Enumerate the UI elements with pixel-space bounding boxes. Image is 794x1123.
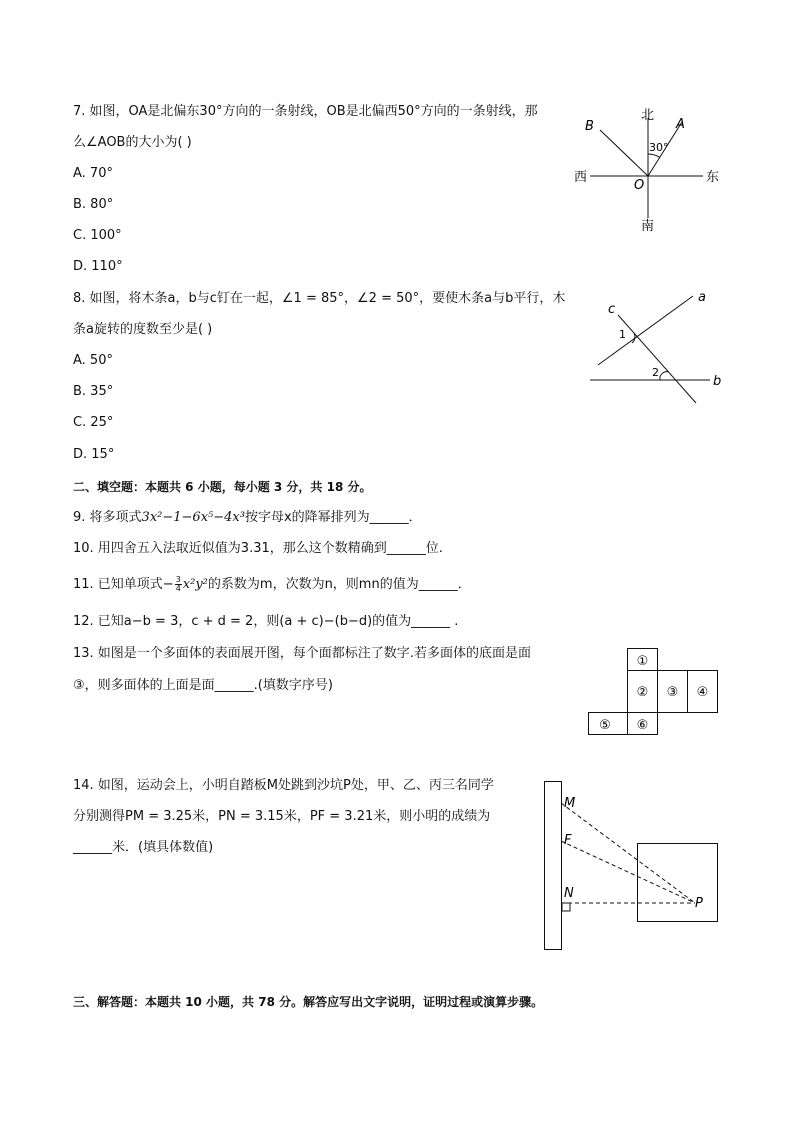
q8-option-b: B. 35° [73, 384, 114, 399]
q7-option-d: D. 110° [73, 259, 123, 274]
angle-1-label: 1 [619, 328, 626, 341]
north-label: 北 [641, 108, 655, 123]
line-c-label: c [608, 302, 616, 317]
section3-heading: 三、解答题：本题共 10 小题，共 78 分。解答应写出文字说明，证明过程或演算步骤。 [73, 995, 544, 1009]
south-label: 南 [641, 219, 655, 234]
q9-prefix: 9. 将多项式 [73, 510, 142, 525]
q14-stem-line2: 分别测得PM = 3.25米，PN = 3.15米，PF = 3.21米，则小明的成绩为 [73, 809, 491, 824]
point-b-label: B [585, 119, 594, 134]
q13-net-figure [586, 647, 722, 737]
point-m-label: M [564, 796, 576, 811]
face-5-label: ⑤ [599, 718, 611, 733]
point-f-label: F [564, 833, 572, 848]
q9-stem [73, 509, 422, 527]
face-6-label: ⑥ [636, 718, 649, 733]
q11-prefix: 11. 已知单项式− [73, 577, 174, 592]
face-1-label: ① [636, 654, 649, 669]
angle-30-label: 30° [649, 141, 669, 154]
point-o-label: O [634, 178, 645, 193]
q7-stem-line1: 7. 如图，OA是北偏东30°方向的一条射线，OB是北偏西50°方向的一条射线，那 [73, 104, 538, 119]
west-label: 西 [574, 170, 588, 185]
q13-stem-line2: ③，则多面体的上面是面______.(填数字序号) [73, 678, 333, 693]
q7-option-a: A. 70° [73, 166, 113, 181]
angle-2-label: 2 [652, 366, 659, 379]
point-p-label: P [695, 896, 703, 911]
q11-fraction-denominator: 4 [175, 584, 181, 593]
face-3-label: ③ [666, 685, 679, 700]
q14-stem-line3: ______米．(填具体数值) [73, 840, 214, 855]
q11-monomial: x²y² [182, 577, 208, 592]
point-a-label: A [676, 117, 685, 132]
line-b-label: b [713, 374, 722, 389]
q8-option-c: C. 25° [73, 415, 114, 430]
q13-stem-line1: 13. 如图是一个多面体的表面展开图，每个面都标注了数字.若多面体的底面是面 [73, 646, 531, 661]
q7-option-b: B. 80° [73, 197, 114, 212]
q8-stem-line2: 条a旋转的度数至少是( ) [73, 322, 213, 337]
q11-suffix: 的系数为m，次数为n，则mn的值为______． [207, 577, 471, 592]
q9-suffix: 按字母x的降幂排列为______． [244, 510, 422, 525]
q14-stem-line1: 14. 如图，运动会上，小明自踏板M处跳到沙坑P处，甲、乙、丙三名同学 [73, 778, 494, 793]
q10-stem: 10. 用四舍五入法取近似值为3.31，那么这个数精确到______位. [73, 541, 443, 556]
q7-compass-figure [570, 100, 730, 235]
section2-heading: 二、填空题：本题共 6 小题，每小题 3 分，共 18 分。 [73, 480, 372, 494]
q8-option-a: A. 50° [73, 353, 113, 368]
east-label: 东 [706, 170, 720, 185]
q7-stem-line2: 么∠AOB的大小为( ) [73, 135, 192, 150]
q8-lines-figure [580, 285, 730, 410]
q9-polynomial: 3x²−1−6x⁵−4x³ [141, 510, 245, 525]
face-2-label: ② [636, 685, 649, 700]
q14-long-jump-figure [540, 778, 725, 953]
q7-option-c: C. 100° [73, 228, 122, 243]
q11-stem [73, 576, 471, 594]
point-n-label: N [564, 886, 574, 901]
line-a-label: a [698, 290, 706, 305]
q11-fraction-numerator: 3 [175, 575, 181, 584]
q11-fraction [175, 576, 182, 593]
q8-option-d: D. 15° [73, 447, 115, 462]
face-4-label: ④ [696, 685, 709, 700]
q8-stem-line1: 8. 如图，将木条a，b与c钉在一起，∠1 = 85°，∠2 = 50°，要使木条a与b平行，木 [73, 291, 566, 306]
q12-stem: 12. 已知a−b = 3，c + d = 2，则(a + c)−(b−d)的值为______ . [73, 614, 459, 629]
